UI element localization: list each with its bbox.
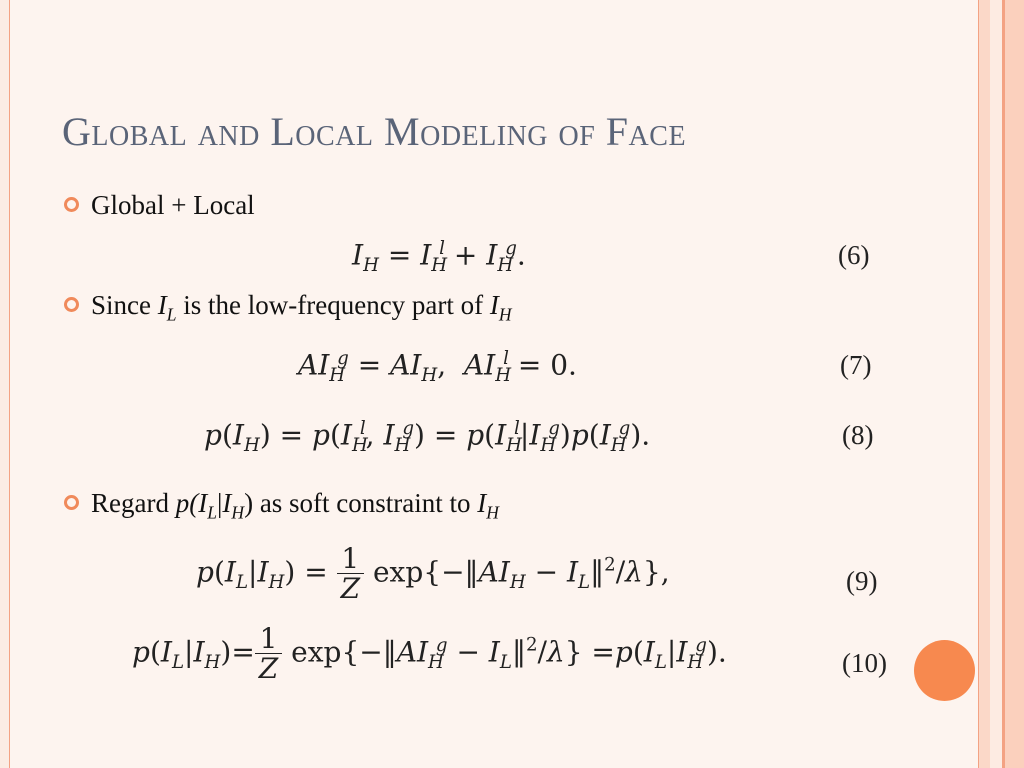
bullet-circle-icon <box>64 197 79 212</box>
bullet-global-local <box>64 190 255 221</box>
equation-number: (7) <box>840 350 872 380</box>
bullet-circle-icon <box>64 495 79 510</box>
left-border-stripe <box>0 0 10 768</box>
bullet-regard: Regard $p(I_L|I_H)$ as soft constraint to $I_H$ <box>64 488 499 523</box>
equation-6: $I_H = I_H^l + I_H^g$. <box>352 238 526 276</box>
decorative-circle <box>914 640 975 701</box>
equation-number: (10) <box>842 648 887 678</box>
equation-number: (6) <box>838 240 870 270</box>
bullet-text: Global + Local <box>91 190 255 220</box>
equation-10: $p(I_L|I_H)=$ $\frac{1}{Z}$ $\exp\{-‖AI_H^g$ − $I_L‖^2/\lambda\} =p(I_L|I_H^g)$. <box>132 622 727 686</box>
equation-8: $p(I_H) = p(I_H^l$, $I_H^g) = p(I_H^l|I_H^g)p(I_H^g)$. <box>204 418 651 456</box>
equation-number: (8) <box>842 420 874 450</box>
bullet-since: Since $I_L$ is the low-frequency part of $I_H$ <box>64 290 512 325</box>
equation-9: $p(I_L|I_H)$ = $\frac{1}{Z}$ $\exp\{-‖AI_H$ − $I_L‖^2/\lambda$}, <box>196 542 670 606</box>
equation-7: $AI_H^g = AI_H$, $AI_H^l = 0$. <box>298 348 577 386</box>
bullet-circle-icon <box>64 297 79 312</box>
right-border-stripe <box>990 0 1004 768</box>
slide-title: Global and Local Modeling of Face <box>62 109 687 154</box>
right-border-stripe <box>1004 0 1024 768</box>
equation-number: (9) <box>846 566 878 596</box>
